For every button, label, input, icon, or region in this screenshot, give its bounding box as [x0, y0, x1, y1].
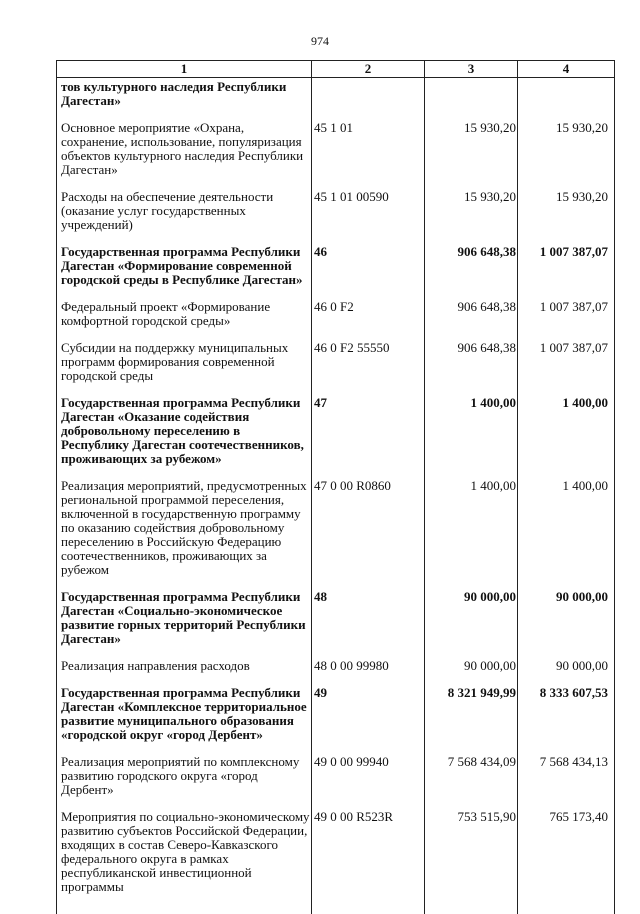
row-name: Государственная программа Республики Дагестан «Оказание содействия добровольному переселению в Республику Дагестан соотечественников, проживающих за рубежом»: [57, 396, 312, 479]
row-name: Реализация направления расходов: [57, 659, 312, 686]
header-col-4: 4: [518, 61, 615, 78]
row-value-col4: 15 930,20: [556, 120, 608, 135]
row-code: 46 0 F2: [312, 300, 425, 341]
page-number: 974: [311, 34, 329, 48]
table-row: [57, 755, 615, 810]
table-row: [57, 245, 615, 300]
row-code: 47 0 00 R0860: [312, 479, 425, 590]
table-row: [57, 341, 615, 396]
table-row: [57, 396, 615, 479]
table-row: [57, 590, 615, 659]
row-code: 49: [312, 686, 425, 755]
row-name: Реализация мероприятий по комплексному развитию городского округа «город Дербент»: [57, 755, 312, 810]
row-value-col4: 1 007 387,07: [539, 299, 608, 314]
row-code: [312, 78, 425, 122]
row-value-col3: 90 000,00: [425, 590, 518, 659]
row-value-col3: 7 568 434,09: [425, 755, 518, 810]
table-row: [57, 686, 615, 755]
header-col-2: 2: [312, 61, 425, 78]
row-value-col3: 8 321 949,99: [425, 686, 518, 755]
row-name: тов культурного наследия Республики Дагестан»: [57, 78, 312, 122]
row-code: 46: [312, 245, 425, 300]
row-value-col3: 906 648,38: [425, 341, 518, 396]
row-code: 49 0 00 99940: [312, 755, 425, 810]
row-value-col4: 15 930,20: [556, 189, 608, 204]
row-value-col3: 15 930,20: [425, 121, 518, 190]
table-row: [57, 659, 615, 686]
row-name: Федеральный проект «Формирование комфортной городской среды»: [57, 300, 312, 341]
row-code: 49 0 00 R523R: [312, 810, 425, 914]
row-code: 47: [312, 396, 425, 479]
row-value-col4: 765 173,40: [549, 809, 608, 824]
row-name: Реализация мероприятий, предусмотренных региональной программой переселения, включенной в государственную программу по оказанию содействия добровольному переселению в Российскую Федерацию соотечественников, проживающих за рубежом: [57, 479, 312, 590]
table-row: [57, 810, 615, 914]
row-value-col3: 90 000,00: [425, 659, 518, 686]
table-row: [57, 78, 615, 122]
row-value-col4: 1 007 387,07: [539, 340, 608, 355]
table-row: [57, 121, 615, 190]
row-code: 48: [312, 590, 425, 659]
row-value-col3: 753 515,90: [425, 810, 518, 914]
row-name: Мероприятия по социально-экономическому развитию субъектов Российской Федерации, входящих в состав Северо-Кавказского федерального округа в рамках республиканской инвестиционной программы: [57, 810, 312, 914]
header-row: [57, 61, 615, 78]
row-code: 46 0 F2 55550: [312, 341, 425, 396]
row-value-col3: 15 930,20: [425, 190, 518, 245]
header-col-1: 1: [57, 61, 312, 78]
row-name: Расходы на обеспечение деятельности (оказание услуг государственных учреждений): [57, 190, 312, 245]
row-value-col3: 1 400,00: [425, 479, 518, 590]
row-code: 45 1 01 00590: [312, 190, 425, 245]
row-value-col4: 90 000,00: [556, 658, 608, 673]
row-value-col3: 906 648,38: [425, 300, 518, 341]
row-value-col4: 1 400,00: [562, 478, 608, 493]
row-name: Основное мероприятие «Охрана, сохранение, использование, популяризация объектов культурного наследия Республики Дагестан»: [57, 121, 312, 190]
row-value-col4: 7 568 434,13: [539, 754, 608, 769]
table-row: [57, 190, 615, 245]
row-value-col4: [518, 78, 615, 122]
row-name: Государственная программа Республики Дагестан «Социально-экономическое развитие горных территорий Республики Дагестан»: [57, 590, 312, 659]
row-value-col4: 1 400,00: [562, 395, 608, 410]
header-col-3: 3: [425, 61, 518, 78]
budget-table: [56, 60, 615, 914]
table-row: [57, 300, 615, 341]
row-value-col3: 906 648,38: [425, 245, 518, 300]
row-code: 48 0 00 99980: [312, 659, 425, 686]
row-name: Государственная программа Республики Дагестан «Комплексное территориальное развитие муниципального образования «городской округ «город Дербент»: [57, 686, 312, 755]
row-value-col4: 8 333 607,53: [539, 685, 608, 700]
table-row: [57, 479, 615, 590]
row-value-col4: 1 007 387,07: [539, 244, 608, 259]
row-name: Государственная программа Республики Дагестан «Формирование современной городской среды в Республике Дагестан»: [57, 245, 312, 300]
row-name: Субсидии на поддержку муниципальных программ формирования современной городской среды: [57, 341, 312, 396]
row-value-col3: [425, 78, 518, 122]
row-value-col4: 90 000,00: [556, 589, 608, 604]
row-code: 45 1 01: [312, 121, 425, 190]
row-value-col3: 1 400,00: [425, 396, 518, 479]
